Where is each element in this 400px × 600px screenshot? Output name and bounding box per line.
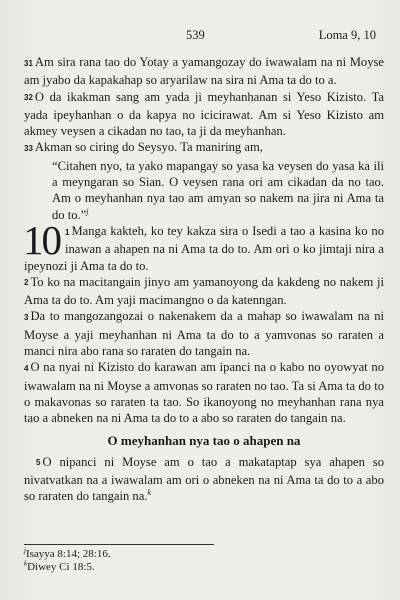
chapter-number: 10	[23, 216, 60, 263]
quote-text: “Citahen nyo, ta yako mapangay so yasa ka veysen do yasa ka ili a meyngaran so Sian. O veysen rana ori am cikadan da no tao. Am o meyhanhan nya tao am amyan so nakem na jira ni Ama ta do to.”	[52, 158, 384, 222]
footnote-item	[24, 561, 324, 574]
verse-number: 3	[24, 313, 29, 323]
verse-number: 31	[24, 58, 33, 68]
verse-text: Manga kakteh, ko tey kakza sira o Isedi a tao a kasina ko no inawan a ahapen na ni Ama ta do to. Am ori o ko jimtaji nira a ipeynozi ji Ama ta do to.	[24, 223, 384, 273]
verse-text: O na nyai ni Kizisto do karawan am ipanci na o kabo no oyowyat no iwawalam na ni Moyse a amvonas so raraten no tao. Ta si Ama ta do to o makavonas so raraten ta tao. So ikanoyong no meyhanhan rana nya tao a abneken na ni Ama ta do to a abo so raraten do tangain na.	[24, 360, 384, 426]
verse-number: 4	[24, 363, 29, 373]
verse-text: O nipanci ni Moyse am o tao a makataptap sya ahapen so nivatvatkan na a iwawalam am ori o abneken na ni Ama ta do to a abo so raraten do tangain na.	[24, 454, 384, 504]
verse-number: 2	[24, 278, 29, 288]
verse-number: 32	[24, 93, 33, 103]
verse-text: Am sira rana tao do Yotay a yamangozay do iwawalam na ni Moyse am jyabo da kapakahap so aryarilaw na sira ni Ama ta do to a.	[24, 55, 384, 88]
verse-text: Akman so ciring do Seysyo. Ta maniring am,	[34, 140, 263, 155]
verse-text: To ko na macitangain jinyo am yamanoyong da kakdeng no nakem ji Ama ta do to. Am yaji macimangno o da katenngan.	[24, 274, 384, 308]
verse-3	[24, 308, 384, 359]
footnote-text: Isayya 8:14; 28:16.	[25, 548, 111, 560]
page-header	[22, 28, 376, 44]
chapter-10-verse-1	[23, 216, 384, 274]
verse-number: 5	[36, 458, 41, 468]
verse-text: O da ikakman sang am yada ji meyhanhanan si Yeso Kizisto. Ta yada ipeyhanhan o da kapya no icicirawat. Am si Yeso Kizisto am akmey veysen a cikadan no tao, ta ji da meyhanhan.	[24, 89, 384, 139]
footnote-letter: k	[24, 559, 28, 568]
verse-31	[24, 54, 384, 89]
verse-33	[24, 139, 384, 157]
scripture-text	[24, 54, 384, 505]
verse-number: 33	[24, 144, 33, 154]
page-number: 539	[186, 28, 205, 42]
footnotes	[24, 548, 324, 574]
footnote-mark-k: k	[147, 488, 152, 498]
verse-33-quote	[24, 158, 384, 223]
verse-text: Da to mangozangozai o nakenakem da a mahap so iwawalam na ni Moyse a yaji meyhanhan ni Ama ta do to a yamvonas so raraten a manci nira abo rana so raraten do tangain na.	[24, 309, 384, 359]
running-head: Loma 9, 10	[318, 28, 376, 42]
footnote-text: Diwey Ci 18:5.	[27, 561, 95, 573]
footnote-item	[24, 548, 324, 561]
verse-5	[24, 454, 384, 505]
section-heading: O meyhanhan nya tao o ahapen na	[107, 432, 301, 448]
footnote-mark-j: j	[86, 206, 89, 216]
verse-number: 1	[65, 227, 70, 237]
verse-4	[24, 359, 384, 426]
verse-32	[24, 89, 384, 140]
footnote-divider	[24, 544, 214, 545]
verse-2	[24, 274, 384, 309]
footnote-letter: j	[24, 546, 26, 555]
